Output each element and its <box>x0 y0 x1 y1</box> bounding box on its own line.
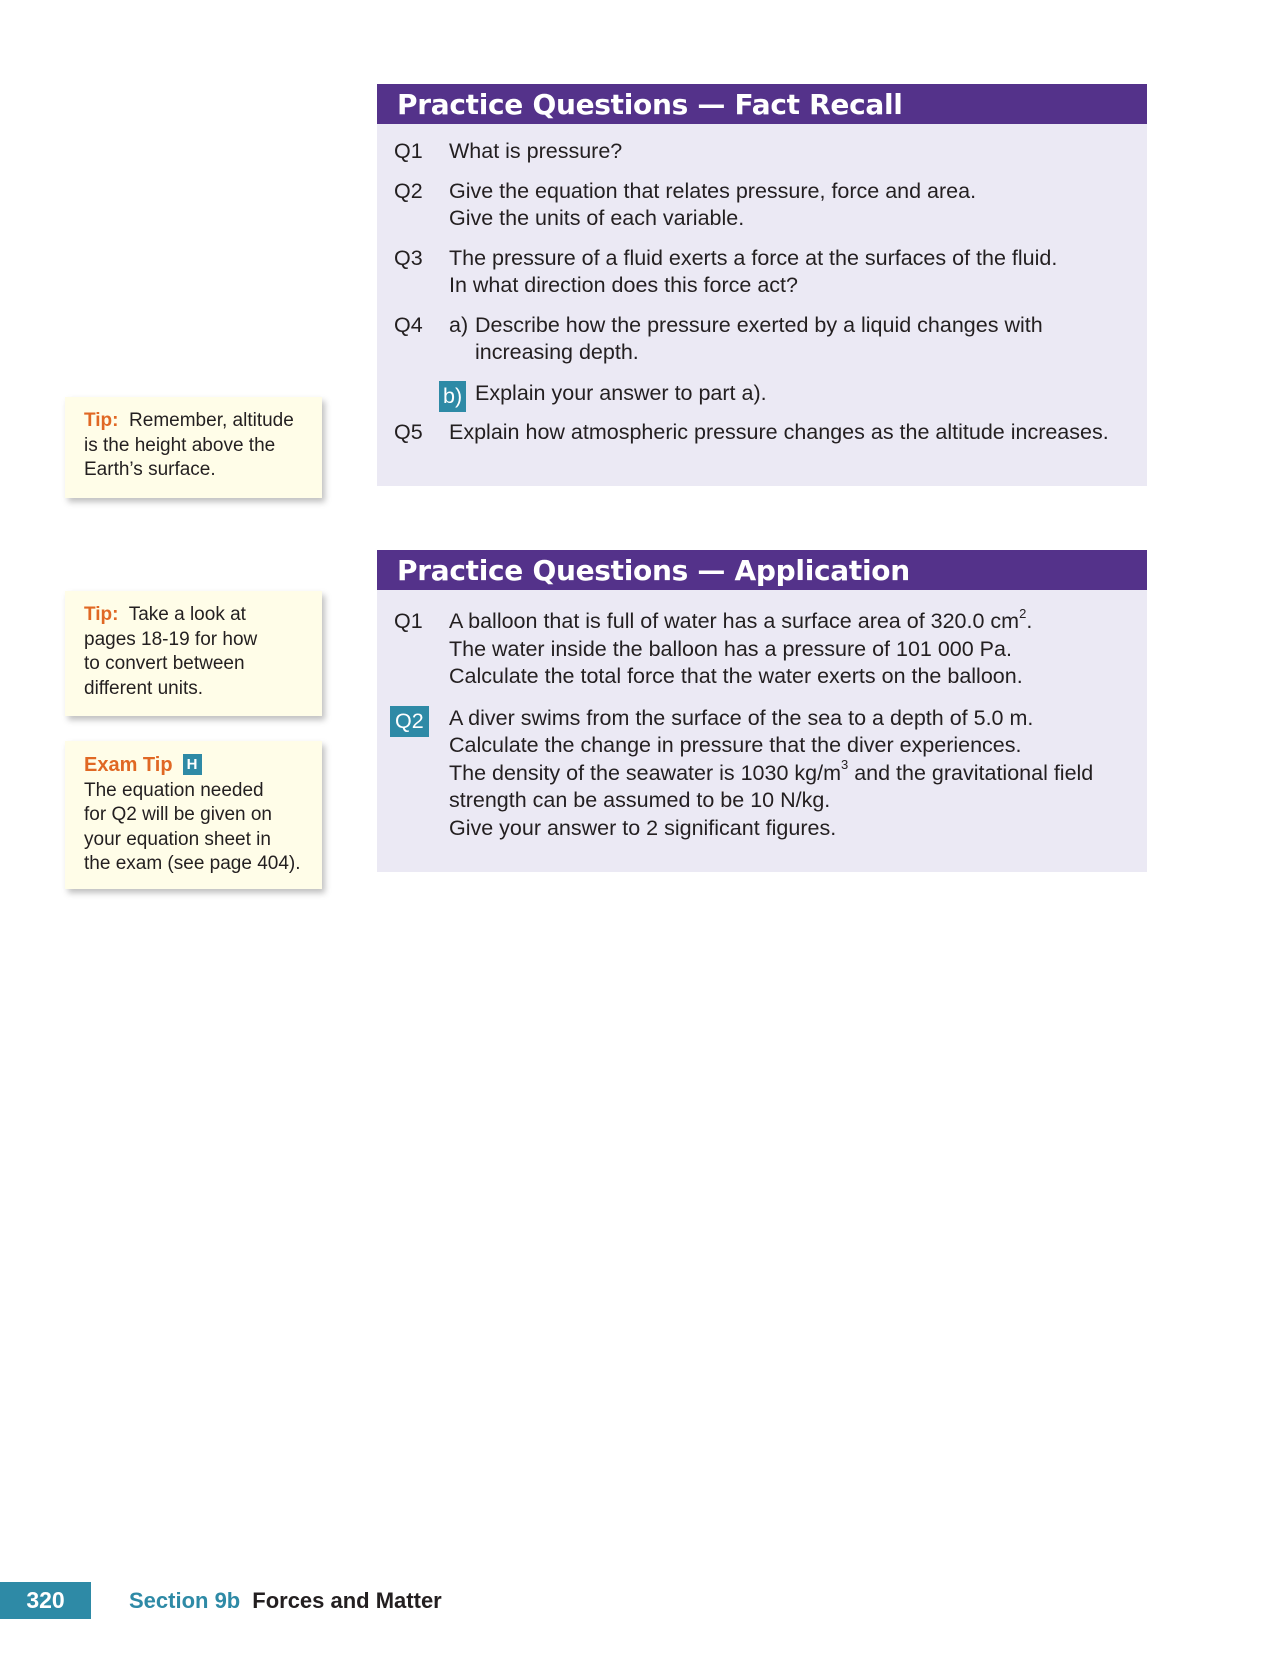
question-item <box>377 138 1147 166</box>
tip-text: different units. <box>84 677 204 699</box>
fact-recall-questions <box>377 124 1147 447</box>
footer-section-title <box>129 1586 442 1616</box>
question-text: increasing depth. <box>475 340 639 364</box>
chapter-title: Forces and Matter <box>252 1588 442 1613</box>
fact-recall-title: Practice Questions — Fact Recall <box>377 84 1147 124</box>
question-number: Q1 <box>394 139 423 163</box>
tip-label: Tip: <box>84 410 119 431</box>
question-text: Give the units of each variable. <box>449 206 745 230</box>
question-number: Q4 <box>394 312 423 337</box>
page-number: 320 <box>0 1582 91 1619</box>
question-text: The water inside the balloon has a pressure of 101 000 Pa. <box>449 636 1012 661</box>
question-item <box>377 605 1147 691</box>
tip-text: pages 18-19 for how <box>84 628 258 650</box>
question-text: What is pressure? <box>449 139 623 163</box>
superscript: 3 <box>841 757 849 773</box>
application-title: Practice Questions — Application <box>377 550 1147 590</box>
question-item <box>377 178 1147 233</box>
question-number: Q3 <box>394 245 423 270</box>
question-text: Explain your answer to part a). <box>475 380 767 405</box>
question-text: strength can be assumed to be 10 N/kg. <box>449 788 831 812</box>
question-text: In what direction does this force act? <box>449 273 798 297</box>
tip-text: the exam (see page 404). <box>84 853 301 874</box>
question-item <box>377 245 1147 300</box>
exam-tip-heading <box>84 753 308 779</box>
exam-tip-box <box>65 741 322 889</box>
section-label: Section 9b <box>129 1588 241 1613</box>
question-text: The pressure of a fluid exerts a force at the surfaces of the fluid. <box>449 245 1058 270</box>
question-text: Give the equation that relates pressure, force and area. <box>449 178 977 203</box>
question-item <box>377 705 1147 843</box>
application-panel <box>377 550 1147 872</box>
sub-question-b <box>443 380 1147 408</box>
tip-label: Tip: <box>84 604 119 625</box>
tip-text: for Q2 will be given on <box>84 804 272 825</box>
question-number: Q2 <box>394 178 423 203</box>
exam-tip-label: Exam Tip <box>84 754 173 776</box>
question-text-part: . <box>1026 609 1033 633</box>
tip-text: Remember, altitude <box>129 410 294 431</box>
question-text <box>449 605 1147 636</box>
tip-text: your equation sheet in <box>84 828 271 850</box>
tip-text: Take a look at <box>128 604 246 625</box>
question-text <box>449 757 1147 788</box>
question-item <box>377 312 1147 408</box>
tip-text: Earth’s surface. <box>84 459 216 480</box>
application-questions <box>377 590 1147 842</box>
superscript: 2 <box>1019 605 1027 621</box>
tip-line <box>84 603 308 628</box>
higher-tier-label: b) <box>439 381 466 412</box>
question-text: Calculate the change in pressure that the diver experiences. <box>449 733 1022 757</box>
sub-question-a <box>449 312 1147 367</box>
question-text: Explain how atmospheric pressure changes as the altitude increases. <box>449 420 1109 444</box>
question-text: Describe how the pressure exerted by a liquid changes with <box>475 312 1043 337</box>
question-text: A diver swims from the surface of the sea to a depth of 5.0 m. <box>449 705 1034 730</box>
sub-question-label: a) <box>449 312 469 337</box>
tip-box-altitude <box>65 397 322 498</box>
question-text-part: A balloon that is full of water has a surface area of 320.0 cm <box>449 609 1020 633</box>
question-text: Give your answer to 2 significant figures. <box>449 815 837 840</box>
tip-text: is the height above the <box>84 434 276 456</box>
question-item <box>377 419 1147 447</box>
tip-line <box>84 409 308 434</box>
question-text-part: The density of the seawater is 1030 kg/m <box>449 760 841 785</box>
question-number: Q1 <box>394 609 423 633</box>
question-number: Q5 <box>394 420 423 444</box>
tip-box-units <box>65 591 322 716</box>
tip-text: to convert between <box>84 653 245 674</box>
tip-text: The equation needed <box>84 779 264 801</box>
higher-tier-badge: H <box>183 754 202 775</box>
higher-tier-question-number: Q2 <box>390 706 429 737</box>
question-text-part: and the gravitational field <box>848 760 1094 785</box>
question-text: Calculate the total force that the water exerts on the balloon. <box>449 664 1023 688</box>
fact-recall-panel <box>377 84 1147 486</box>
